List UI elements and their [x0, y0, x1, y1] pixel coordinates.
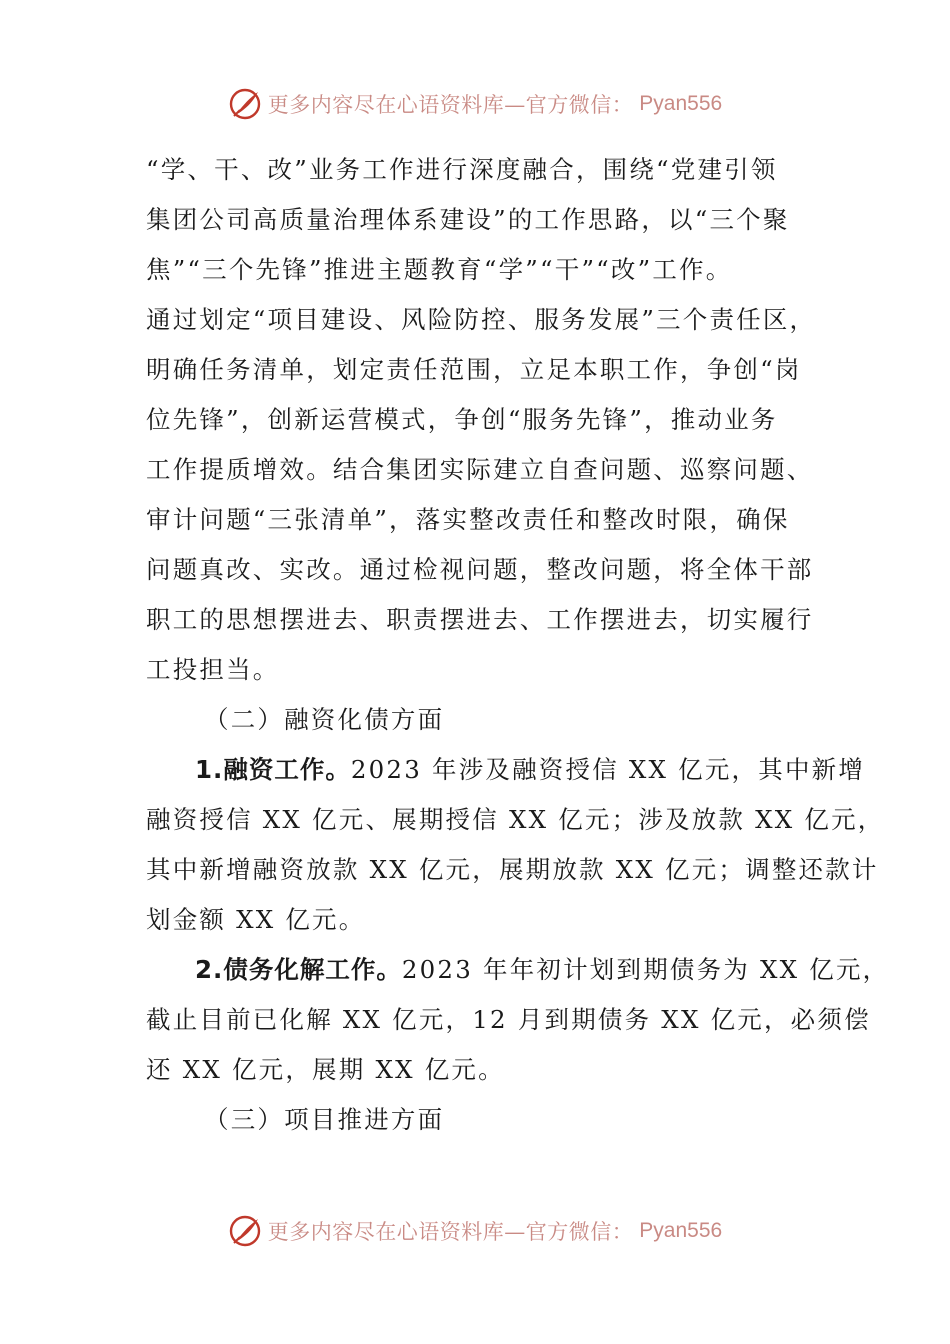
body-line: 工投担当。: [146, 655, 280, 684]
section-heading-projects: （三）项目推进方面: [204, 1105, 445, 1134]
document-body: [146, 145, 890, 1145]
body-line: 划金额 XX 亿元。: [146, 905, 366, 934]
watermark-text: 更多内容尽在心语资料库—官方微信：: [267, 1220, 634, 1244]
body-line: 融资授信 XX 亿元、展期授信 XX 亿元；涉及放款 XX 亿元，: [146, 805, 885, 834]
watermark-wechat-id: Pyan556: [639, 1219, 723, 1242]
body-line: 还 XX 亿元，展期 XX 亿元。: [146, 1055, 505, 1084]
watermark-header: [0, 82, 950, 126]
body-line: 其中新增融资放款 XX 亿元，展期放款 XX 亿元；调整还款计: [146, 855, 879, 884]
quill-logo-icon: [228, 1214, 262, 1248]
body-line: 位先锋”，创新运营模式，争创“服务先锋”，推动业务: [146, 405, 778, 434]
quill-logo-icon: [228, 87, 262, 121]
body-line: 通过划定“项目建设、风险防控、服务发展”三个责任区，: [146, 305, 817, 334]
watermark-text: 更多内容尽在心语资料库—官方微信：: [267, 93, 634, 117]
body-line: 焦”“三个先锋”推进主题教育“学”“干”“改”工作。: [146, 255, 733, 284]
item-debt-text: 2023 年年初计划到期债务为 XX 亿元，: [401, 955, 890, 984]
body-line: 明确任务清单，划定责任范围，立足本职工作，争创“岗: [146, 355, 802, 384]
body-line: “学、干、改”业务工作进行深度融合，围绕“党建引领: [146, 155, 778, 184]
item-financing-title: 1.融资工作。: [195, 755, 351, 784]
body-line: 审计问题“三张清单”，落实整改责任和整改时限，确保: [146, 505, 790, 534]
watermark-footer: [0, 1209, 950, 1253]
item-financing-text: 2023 年涉及融资授信 XX 亿元，其中新增: [350, 755, 866, 784]
item-debt-title: 2.债务化解工作。: [195, 955, 402, 984]
section-heading-financing: （二）融资化债方面: [204, 705, 445, 734]
body-line: 问题真改、实改。通过检视问题，整改问题，将全体干部: [146, 555, 814, 584]
watermark-wechat-id: Pyan556: [639, 92, 723, 115]
body-line: 截止目前已化解 XX 亿元，12 月到期债务 XX 亿元，必须偿: [146, 1005, 871, 1034]
item-financing-first-line: [146, 745, 866, 795]
item-debt-first-line: [146, 945, 890, 995]
body-line: 集团公司高质量治理体系建设”的工作思路，以“三个聚: [146, 205, 790, 234]
body-line: 职工的思想摆进去、职责摆进去、工作摆进去，切实履行: [146, 605, 814, 634]
body-line: 工作提质增效。结合集团实际建立自查问题、巡察问题、: [146, 455, 814, 484]
